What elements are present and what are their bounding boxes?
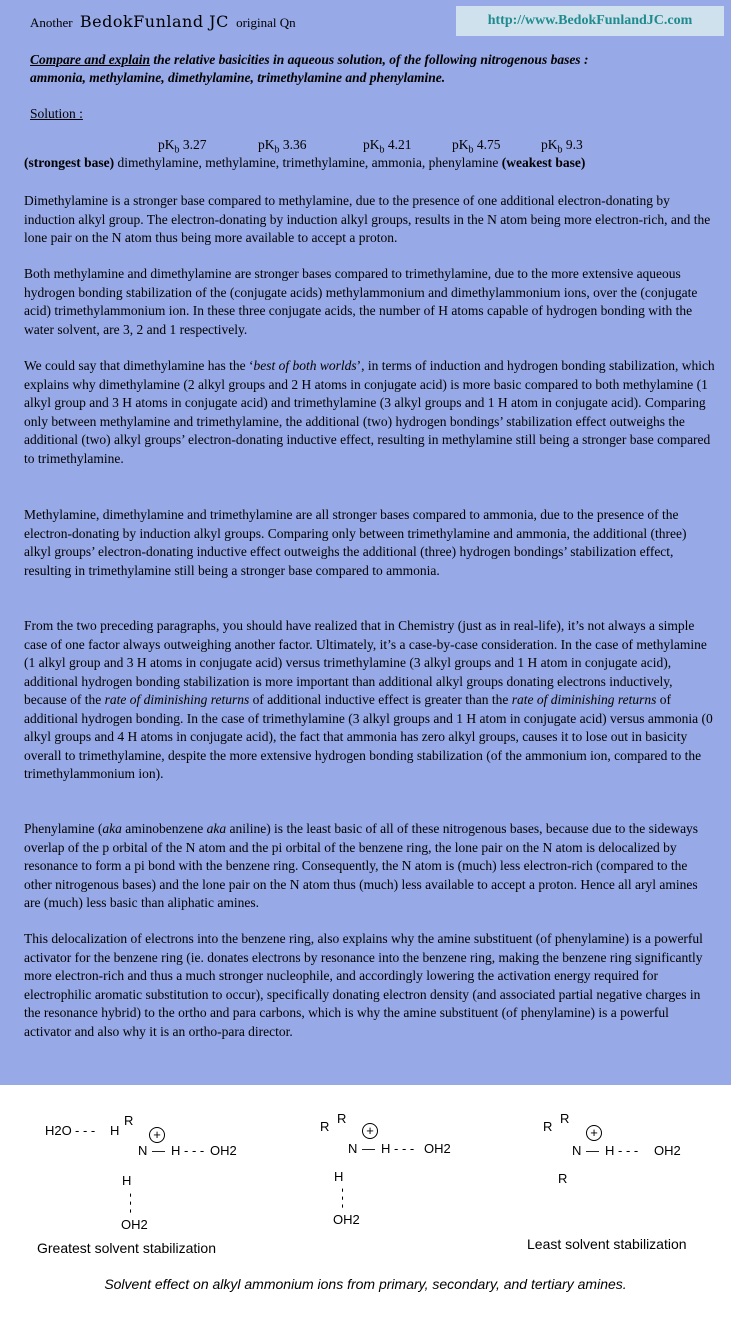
hydrogen-bond: - - - bbox=[336, 1188, 351, 1209]
weakest-label: (weakest base) bbox=[501, 155, 586, 170]
question-lead: Compare and explain bbox=[30, 52, 151, 67]
water-molecule: OH2 bbox=[121, 1217, 148, 1232]
question-rest: the relative basicities in aqueous solution, of the following nitrogenous bases : bbox=[153, 52, 589, 67]
solution-label: Solution : bbox=[30, 106, 83, 121]
bond: — bbox=[152, 1143, 165, 1158]
r-group: R bbox=[337, 1111, 347, 1126]
site-url-link[interactable]: http://www.BedokFunlandJC.com bbox=[456, 6, 724, 36]
order-list: dimethylamine, methylamine, trimethylamine, ammonia, phenylamine bbox=[117, 155, 499, 170]
water-molecule: OH2 bbox=[333, 1212, 360, 1227]
n-atom: N bbox=[572, 1143, 582, 1158]
paragraph-1: Dimethylamine is a stronger base compared to methylamine, due to the presence of one additional electron-donating by induction alkyl group. The electron-donating by induction alkyl groups, results in the N atom being more electron-rich, and the lone pair on the N atom thus being more available to accept a proton. bbox=[24, 193, 711, 245]
paragraph-7: This delocalization of electrons into the benzene ring, also explains why the amine substituent (of phenylamine) is a powerful activator for the benzene ring (ie. donates electrons by resonance into the benzene ring, making the benzene ring significantly more electron-rich and thus a much stronger nucleophile, and accordingly lowering the activation energy required for electrophilic aromatic substitution to occur), specifically donating electron density (and associated partial negative charges in the resonance hybrid) to the ortho and para carbons, which is why the amine substituent (of phenylamine) is a powerful activator and also why it is an ortho-para director. bbox=[24, 931, 703, 1039]
r-group: R bbox=[320, 1119, 330, 1134]
basicity-order bbox=[24, 155, 724, 171]
pkb-value: $pK_b$ 4.21 bbox=[363, 137, 412, 156]
water-molecule-left: H2O bbox=[45, 1123, 72, 1138]
pkb-value: $pK_b$ 9.3 bbox=[541, 137, 583, 156]
strongest-label: (strongest base) bbox=[24, 155, 115, 170]
header-title bbox=[30, 12, 296, 31]
water-molecule: OH2 bbox=[210, 1143, 237, 1158]
r-group: R bbox=[558, 1171, 568, 1186]
question-text bbox=[30, 51, 720, 87]
h-atom: H bbox=[605, 1143, 615, 1158]
h-atom: H bbox=[122, 1173, 132, 1188]
pkb-value: $pK_b$ 3.36 bbox=[258, 137, 307, 156]
figure-caption: Solvent effect on alkyl ammonium ions from primary, secondary, and tertiary amines. bbox=[104, 1276, 627, 1292]
brand-logo: BedokFunland JC bbox=[79, 12, 229, 31]
paragraph-2: Both methylamine and dimethylamine are stronger bases compared to trimethylamine, due to the more extensive aqueous hydrogen bonding stabilization of the (conjugate acids) methylammonium and dimethylammonium ions, over the (conjugate acid) trimethylammonium ion. In these three conjugate acids, the number of H atoms capable of hydrogen bonding with the water solvent, are 3, 2 and 1 respectively. bbox=[24, 266, 698, 337]
n-atom: N bbox=[138, 1143, 148, 1158]
h-atom: H bbox=[110, 1123, 120, 1138]
header-suffix: original Qn bbox=[236, 15, 296, 30]
h-atom: H bbox=[171, 1143, 181, 1158]
label-greatest-stabilization: Greatest solvent stabilization bbox=[37, 1240, 216, 1256]
positive-charge-icon: + bbox=[149, 1127, 165, 1143]
positive-charge-icon: + bbox=[586, 1125, 602, 1141]
paragraph-3: We could say that dimethylamine has the ‘best of both worlds’, in terms of induction and hydrogen bonding stabilization, which explains why dimethylamine (2 alkyl groups and 2 H atoms in conjugate acid) is more basic compared to both methylamine (1 alkyl group and 3 H atoms in conjugate acid) and trimethylamine (3 alkyl groups and 1 H atom in conjugate acid). Comparing only between methylamine and trimethylamine, the additional (two) hydrogen bondings’ stabilization effect outweighs the additional (two) alkyl groups’ electron-donating inductive effect, resulting in methylamine still being a stronger base compared to trimethylamine. bbox=[24, 358, 715, 466]
paragraph-5: From the two preceding paragraphs, you should have realized that in Chemistry (just as in real-life), it’s not always a simple case of one factor always outweighing another factor. Ultimately, it’s a case-by-case consideration. In the case of methylamine (1 alkyl group and 3 H atoms in conjugate acid) versus trimethylamine (3 alkyl groups and 1 H atom in conjugate acid), additional hydrogen bonding stabilization is more important than additional alkyl groups donating electrons inductively, because of the rate of diminishing returns of additional inductive effect is greater than the rate of diminishing returns of additional hydrogen bonding. In the case of trimethylamine (3 alkyl groups and 1 H atom in conjugate acid) versus ammonia (0 alkyl groups and 4 H atoms in conjugate acid), the fact that ammonia has zero alkyl groups, causes it to lose out in basicity overall to trimethylamine, despite the more extensive hydrogen bonding stabilization (of the ammonium ion, compared to the trimethylammonium ion). bbox=[24, 618, 713, 781]
water-molecule: OH2 bbox=[654, 1143, 681, 1158]
r-group: R bbox=[560, 1111, 570, 1126]
question-bases: ammonia, methylamine, dimethylamine, trimethylamine and phenylamine. bbox=[30, 70, 446, 85]
r-group: R bbox=[124, 1113, 134, 1128]
n-atom: N bbox=[348, 1141, 358, 1156]
hydrogen-bond: - - - bbox=[124, 1193, 139, 1214]
hydrogen-bond: - - - bbox=[184, 1143, 205, 1158]
pkb-value: $pK_b$ 3.27 bbox=[158, 137, 207, 156]
water-molecule: OH2 bbox=[424, 1141, 451, 1156]
pkb-value: $pK_b$ 4.75 bbox=[452, 137, 501, 156]
bond: — bbox=[586, 1143, 599, 1158]
hydrogen-bond: - - - bbox=[618, 1143, 639, 1158]
h-atom: H bbox=[334, 1169, 344, 1184]
positive-charge-icon: + bbox=[362, 1123, 378, 1139]
header-prefix: Another bbox=[30, 15, 73, 30]
r-group: R bbox=[543, 1119, 553, 1134]
paragraph-6: Phenylamine (aka aminobenzene aka aniline) is the least basic of all of these nitrogenous bases, because due to the sideways overlap of the p orbital of the N atom and the pi orbital of the benzene ring, the lone pair on the N atom is delocalized by resonance to form a pi bond with the benzene ring. Consequently, the N atom is (much) less electron-rich (compared to the other nitrogenous bases) and the lone pair on the N atom thus (much) less available to accept a proton. Hence all aryl amines are (much) less basic than aliphatic amines. bbox=[24, 821, 699, 910]
paragraph-4: Methylamine, dimethylamine and trimethylamine are all stronger bases compared to ammonia, due to the presence of the electron-donating by induction alkyl groups. Comparing only between trimethylamine and ammonia, the additional (three) alkyl groups’ electron-donating inductive effect outweighs the additional (three) hydrogen bondings’ stabilization effect, resulting in trimethylamine still being a stronger base compared to ammonia. bbox=[24, 507, 687, 578]
h-atom: H bbox=[381, 1141, 391, 1156]
bond: — bbox=[362, 1141, 375, 1156]
label-least-stabilization: Least solvent stabilization bbox=[527, 1236, 687, 1252]
hydrogen-bond: - - - bbox=[75, 1123, 96, 1138]
hydrogen-bond: - - - bbox=[394, 1141, 415, 1156]
